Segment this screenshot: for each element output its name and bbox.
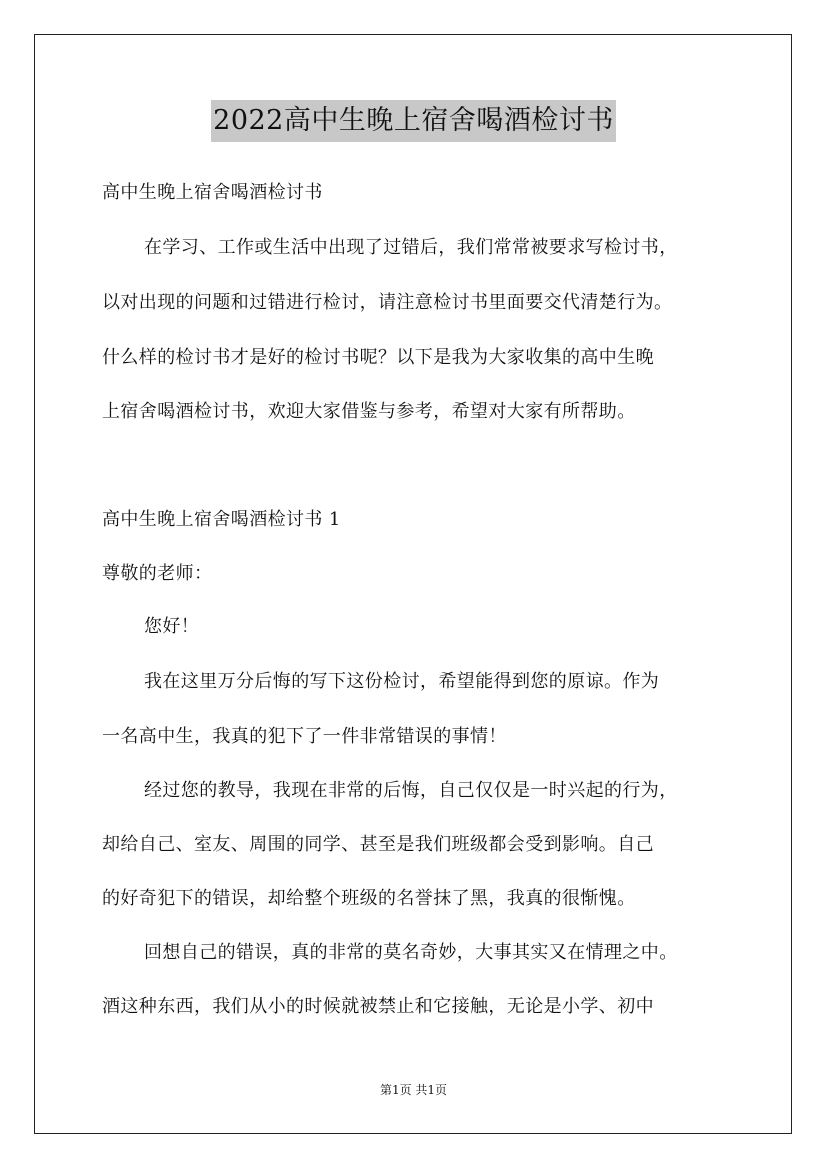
body-line: 的好奇犯下的错误，却给整个班级的名誉抹了黑，我真的很惭愧。 bbox=[102, 888, 636, 909]
document-title: 2022高中生晚上宿舍喝酒检讨书 bbox=[211, 100, 616, 142]
document-title-wrap bbox=[0, 100, 827, 142]
document-subtitle: 高中生晚上宿舍喝酒检讨书 bbox=[102, 182, 323, 203]
salutation: 尊敬的老师： bbox=[102, 563, 213, 584]
intro-line: 在学习、工作或生活中出现了过错后，我们常常被要求写检讨书， bbox=[144, 237, 678, 258]
intro-line: 以对出现的问题和过错进行检讨，请注意检讨书里面要交代清楚行为。 bbox=[102, 292, 673, 313]
intro-line: 上宿舍喝酒检讨书，欢迎大家借鉴与参考，希望对大家有所帮助。 bbox=[102, 401, 636, 422]
body-line: 经过您的教导，我现在非常的后悔，自己仅仅是一时兴起的行为， bbox=[144, 780, 678, 801]
greeting: 您好！ bbox=[144, 616, 200, 637]
body-line: 一名高中生，我真的犯下了一件非常错误的事情！ bbox=[102, 726, 507, 747]
intro-line: 什么样的检讨书才是好的检讨书呢？以下是我为大家收集的高中生晚 bbox=[102, 347, 654, 368]
body-line: 酒这种东西，我们从小的时候就被禁止和它接触，无论是小学、初中 bbox=[102, 996, 654, 1017]
body-line: 回想自己的错误，真的非常的莫名奇妙，大事其实又在情理之中。 bbox=[144, 942, 678, 963]
body-line: 却给自己、室友、周围的同学、甚至是我们班级都会受到影响。自己 bbox=[102, 834, 654, 855]
body-line: 我在这里万分后悔的写下这份检讨，希望能得到您的原谅。作为 bbox=[144, 671, 660, 692]
section-heading: 高中生晚上宿舍喝酒检讨书 1 bbox=[102, 509, 341, 530]
page-footer: 第1页 共1页 bbox=[379, 1083, 448, 1097]
